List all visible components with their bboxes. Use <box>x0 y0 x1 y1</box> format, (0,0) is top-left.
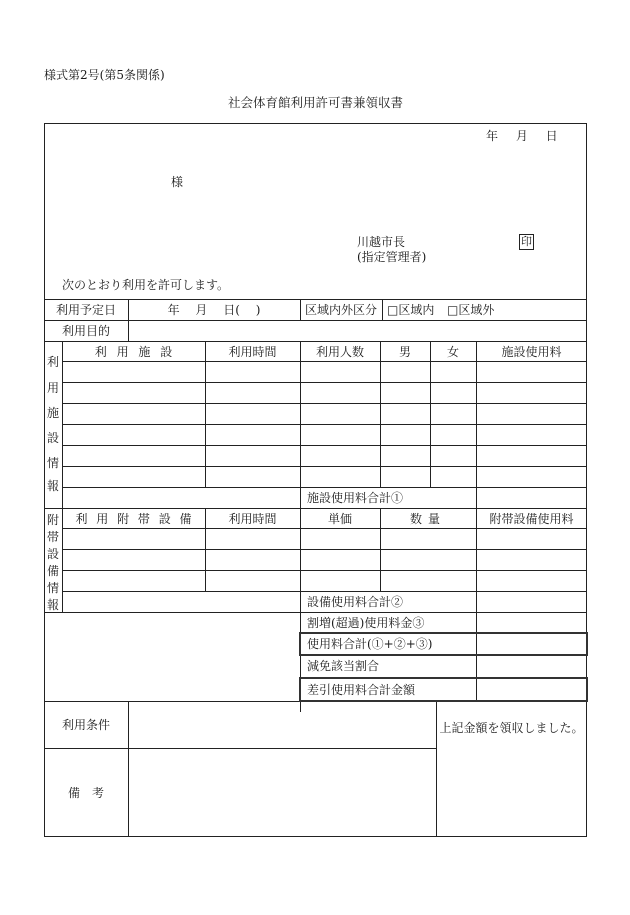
facility-side-char: 情 <box>46 455 59 470</box>
equipment-side-char: 設 <box>46 546 59 561</box>
rule <box>430 341 431 487</box>
equipment-col-header: 附帯設備使用料 <box>489 511 574 526</box>
equipment-side-char: 備 <box>46 563 59 578</box>
rule <box>62 361 587 362</box>
issue-date: 年 月 日 <box>486 129 558 143</box>
grand-total-label: 使用料合計(①+②+③) <box>307 637 433 651</box>
issuer-name: 川越市長 <box>357 235 406 249</box>
document-title: 社会体育館利用許可書兼領収書 <box>228 95 404 110</box>
seal-mark: 印 <box>521 235 532 248</box>
facility-col-header: 男 <box>398 344 411 359</box>
facility-col-header: 施設使用料 <box>501 344 562 359</box>
rule <box>62 466 587 467</box>
equipment-col-header: 単価 <box>327 511 352 526</box>
equipment-side-char: 附 <box>46 512 59 527</box>
equipment-col-header: 数量 <box>409 511 446 526</box>
rule <box>128 701 129 837</box>
form-number: 様式第2号(第5条関係) <box>44 68 165 82</box>
facility-side-char: 報 <box>46 478 59 493</box>
rule <box>205 341 206 487</box>
equipment-side-char: 情 <box>46 580 59 595</box>
rule <box>62 341 63 612</box>
rule <box>62 403 587 404</box>
equipment-side-char: 報 <box>46 597 59 612</box>
surcharge-label: 割増(超過)使用料金③ <box>307 616 425 630</box>
facility-side-char: 施 <box>46 405 59 420</box>
rule <box>62 424 587 425</box>
rule <box>62 549 587 550</box>
facility-col-header: 利用人数 <box>315 344 364 359</box>
purpose-field[interactable] <box>128 320 587 341</box>
rule <box>62 570 587 571</box>
facility-side-char: 用 <box>46 380 59 395</box>
schedule-label: 利用予定日 <box>55 303 116 317</box>
facility-col-header: 利 用 施 設 <box>94 344 173 359</box>
region-label: 区域内外区分 <box>304 303 377 317</box>
net-total-label: 差引使用料合計金額 <box>307 683 416 697</box>
conditions-label: 利用条件 <box>61 718 110 732</box>
receipt-text: 上記金額を領収しました。 <box>439 720 584 735</box>
region-outside-checkbox[interactable]: □区域外 <box>447 303 495 317</box>
facility-col-header: 女 <box>446 344 459 359</box>
region-inside-checkbox[interactable]: □区域内 <box>387 303 435 317</box>
remarks-label: 備 考 <box>67 786 104 800</box>
rule <box>62 382 587 383</box>
rule <box>382 299 383 320</box>
equipment-subtotal-label: 設備使用料合計② <box>307 595 404 609</box>
rule <box>62 445 587 446</box>
equipment-side-char: 帯 <box>46 529 59 544</box>
facility-side-char: 利 <box>46 354 59 369</box>
equipment-col-header: 利 用 附 帯 設 備 <box>75 511 192 526</box>
equipment-col-header: 利用時間 <box>228 511 277 526</box>
facility-subtotal-label: 施設使用料合計① <box>307 491 404 505</box>
schedule-date-template: 年 月 日( ) <box>167 303 261 317</box>
rule <box>380 341 381 487</box>
permit-text: 次のとおり利用を許可します。 <box>62 278 230 292</box>
addressee-suffix: 様 <box>171 175 184 189</box>
facility-col-header: 利用時間 <box>228 344 277 359</box>
discount-rate-label: 減免該当割合 <box>307 659 380 673</box>
issuer-sub: (指定管理者) <box>357 250 427 264</box>
facility-side-char: 設 <box>46 430 59 445</box>
rule <box>62 528 587 529</box>
purpose-label: 利用目的 <box>61 324 110 338</box>
